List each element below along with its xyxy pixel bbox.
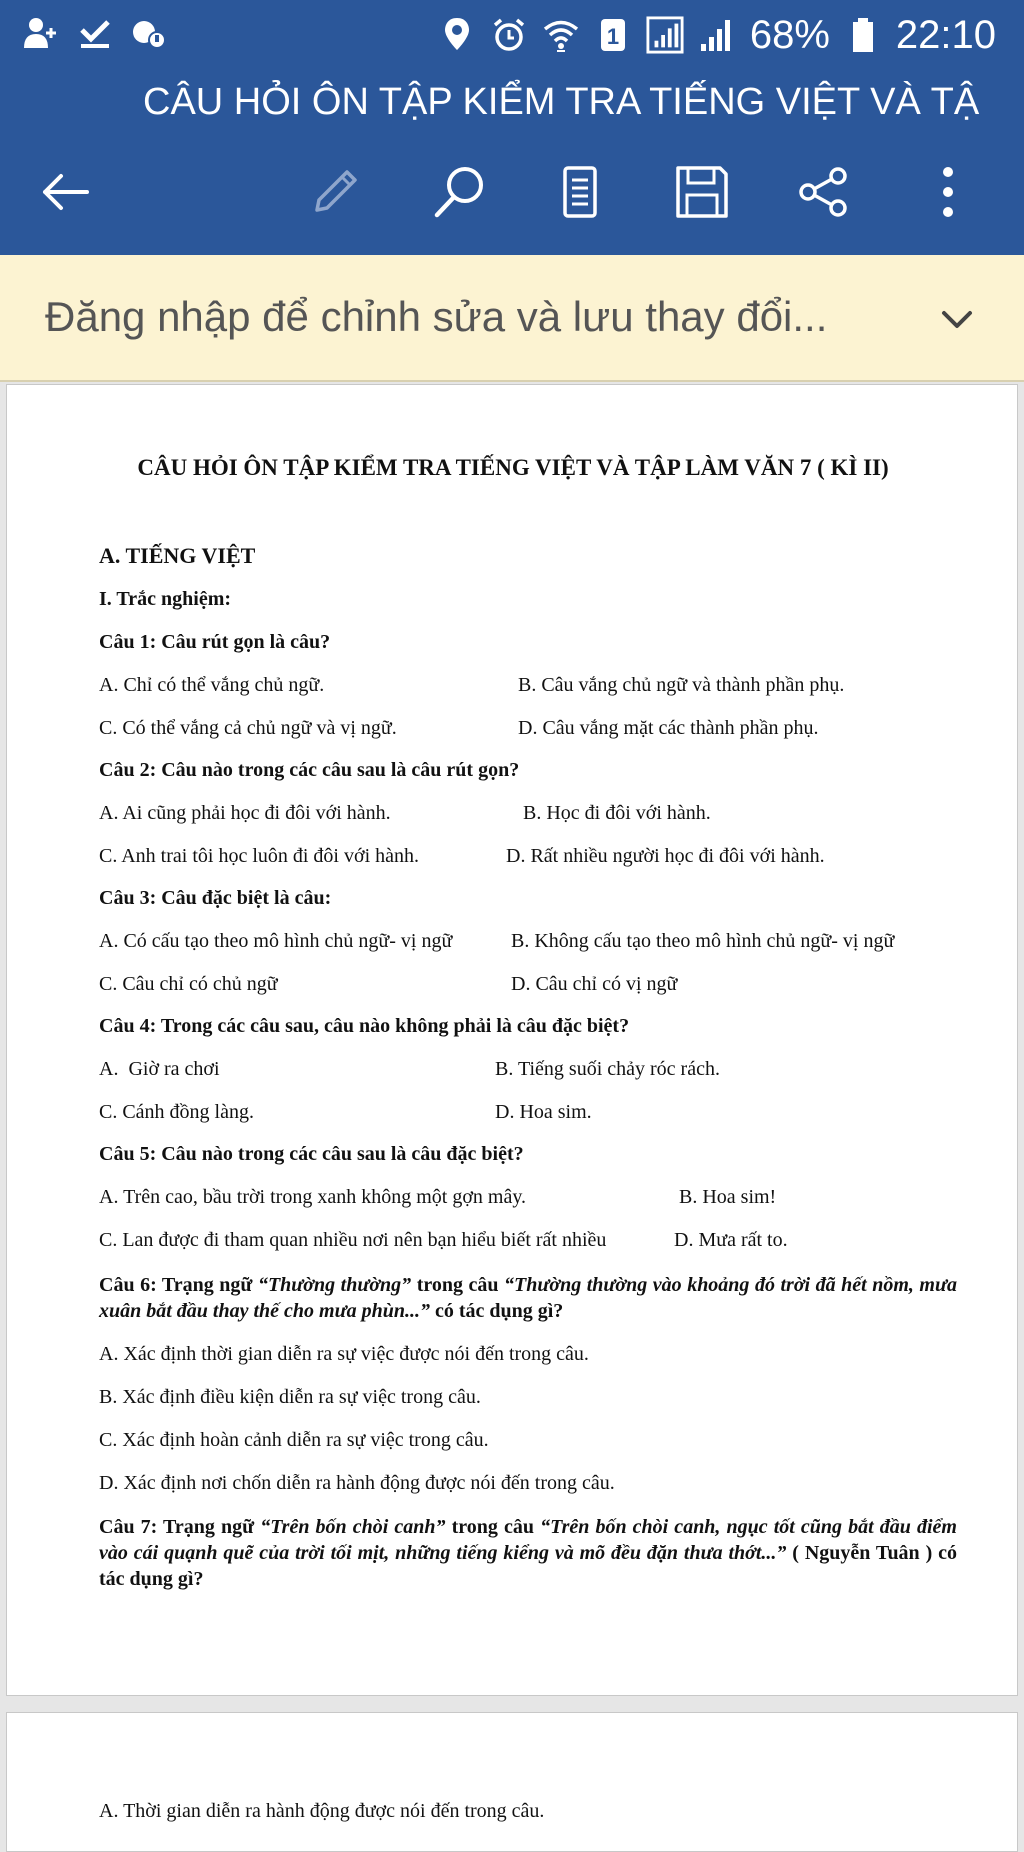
q5-option-a: A. Trên cao, bầu trời trong xanh không một gợn mây. bbox=[99, 1186, 527, 1208]
back-arrow-icon bbox=[37, 164, 93, 220]
q7-option-a: A. Thời gian diễn ra hành động được nói đến trong câu. bbox=[99, 1800, 545, 1822]
q4-option-c: C. Cánh đồng làng. bbox=[99, 1101, 254, 1123]
status-bar bbox=[0, 0, 1024, 70]
q2-option-a: A. Ai cũng phải học đi đôi với hành. bbox=[99, 802, 391, 824]
q2-option-d: D. Rất nhiều người học đi đôi với hành. bbox=[506, 845, 825, 867]
share-button[interactable] bbox=[792, 160, 856, 224]
q1-option-a: A. Chỉ có thể vắng chủ ngữ. bbox=[99, 674, 325, 696]
back-button[interactable] bbox=[33, 160, 97, 224]
edit-pencil-icon bbox=[307, 164, 363, 220]
q6-option-b: B. Xác định điều kiện diễn ra sự việc trong câu. bbox=[99, 1386, 481, 1408]
svg-text:1: 1 bbox=[606, 24, 619, 49]
document-page-2 bbox=[6, 1712, 1018, 1852]
document-heading: CÂU HỎI ÔN TẬP KIỂM TRA TIẾNG VIỆT VÀ TẬP LÀM VĂN 7 ( KÌ II) bbox=[137, 455, 889, 480]
document-page bbox=[6, 384, 1018, 1696]
q1-option-d: D. Câu vắng mặt các thành phần phụ. bbox=[518, 717, 819, 739]
q6-option-a: A. Xác định thời gian diễn ra sự việc được nói đến trong câu. bbox=[99, 1343, 589, 1365]
q4-option-a: A. Giờ ra chơi bbox=[99, 1058, 220, 1080]
alarm-icon bbox=[490, 16, 528, 54]
edit-button[interactable] bbox=[303, 160, 367, 224]
q3-option-c: C. Câu chỉ có chủ ngữ bbox=[99, 973, 278, 995]
q4-option-b: B. Tiếng suối chảy róc rách. bbox=[495, 1058, 720, 1080]
signal-icon bbox=[646, 16, 684, 54]
share-icon bbox=[796, 164, 852, 220]
battery-icon bbox=[844, 16, 882, 54]
cloud-badge-icon bbox=[130, 14, 168, 52]
reading-view-icon bbox=[552, 164, 608, 220]
signal-bars-icon bbox=[698, 16, 736, 54]
document-title: CÂU HỎI ÔN TẬP KIỂM TRA TIẾNG VIỆT VÀ TẬ bbox=[143, 81, 980, 123]
status-bar-right bbox=[438, 8, 996, 62]
question-1: Câu 1: Câu rút gọn là câu? bbox=[99, 631, 331, 653]
question-5: Câu 5: Câu nào trong các câu sau là câu đặc biệt? bbox=[99, 1143, 524, 1165]
q6-option-c: C. Xác định hoàn cảnh diễn ra sự việc trong câu. bbox=[99, 1429, 489, 1451]
reading-view-button[interactable] bbox=[548, 160, 612, 224]
section-heading: A. TIẾNG VIỆT bbox=[99, 543, 256, 568]
q3-option-d: D. Câu chỉ có vị ngữ bbox=[511, 973, 678, 995]
checkmark-download-icon bbox=[76, 14, 114, 52]
document-title-bar bbox=[0, 72, 1024, 132]
add-person-icon bbox=[22, 14, 60, 52]
save-button[interactable] bbox=[670, 160, 734, 224]
q5-option-d: D. Mưa rất to. bbox=[674, 1229, 788, 1251]
question-4: Câu 4: Trong các câu sau, câu nào không phải là câu đặc biệt? bbox=[99, 1015, 630, 1037]
q5-option-c: C. Lan được đi tham quan nhiều nơi nên bạn hiểu biết rất nhiều bbox=[99, 1229, 607, 1251]
chevron-down-icon[interactable] bbox=[932, 295, 982, 345]
sign-in-banner[interactable] bbox=[0, 255, 1024, 382]
search-button[interactable] bbox=[428, 160, 492, 224]
battery-percentage: 68% bbox=[749, 13, 830, 57]
q3-option-a: A. Có cấu tạo theo mô hình chủ ngữ- vị ngữ bbox=[99, 930, 453, 952]
search-icon bbox=[431, 163, 489, 221]
location-icon bbox=[438, 16, 476, 54]
q4-option-d: D. Hoa sim. bbox=[495, 1101, 592, 1123]
q2-option-c: C. Anh trai tôi học luôn đi đôi với hành. bbox=[99, 845, 419, 867]
more-icon bbox=[928, 164, 968, 220]
status-bar-left bbox=[22, 14, 168, 52]
more-options-button[interactable] bbox=[916, 160, 980, 224]
app-header bbox=[0, 0, 1024, 255]
question-3: Câu 3: Câu đặc biệt là câu: bbox=[99, 887, 332, 909]
q6-option-d: D. Xác định nơi chốn diễn ra hành động được nói đến trong câu. bbox=[99, 1472, 615, 1494]
q1-option-b: B. Câu vắng chủ ngữ và thành phần phụ. bbox=[518, 674, 845, 696]
question-6: Câu 6: Trạng ngữ “Thường thường” trong câu “Thường thường vào khoảng đó trời đã hết nồm, mưa xuân bắt đầu thay thế cho mưa phùn...” có tác dụng gì? bbox=[99, 1274, 957, 1322]
q5-option-b: B. Hoa sim! bbox=[679, 1186, 777, 1208]
subsection-heading: I. Trắc nghiệm: bbox=[99, 588, 232, 610]
wifi-icon bbox=[542, 16, 580, 54]
clock: 22:10 bbox=[895, 13, 996, 57]
question-7: Câu 7: Trạng ngữ “Trên bốn chòi canh” trong câu “Trên bốn chòi canh, ngục tốt cũng bắt đầu điểm vào cái quạnh quẽ của trời tối mịt, những tiếng kiểng và mõ đều đặn thưa thớt...” ( Nguyễn Tuân ) có tác dụng gì? bbox=[99, 1516, 957, 1590]
q2-option-b: B. Học đi đôi với hành. bbox=[523, 802, 711, 824]
toolbar bbox=[0, 148, 1024, 232]
q1-option-c: C. Có thể vắng cả chủ ngữ và vị ngữ. bbox=[99, 717, 397, 739]
sim-icon bbox=[594, 16, 632, 54]
question-2: Câu 2: Câu nào trong các câu sau là câu rút gọn? bbox=[99, 759, 520, 781]
sign-in-message: Đăng nhập để chỉnh sửa và lưu thay đổi... bbox=[45, 293, 828, 340]
save-icon bbox=[673, 163, 731, 221]
q3-option-b: B. Không cấu tạo theo mô hình chủ ngữ- vị ngữ bbox=[511, 930, 895, 952]
